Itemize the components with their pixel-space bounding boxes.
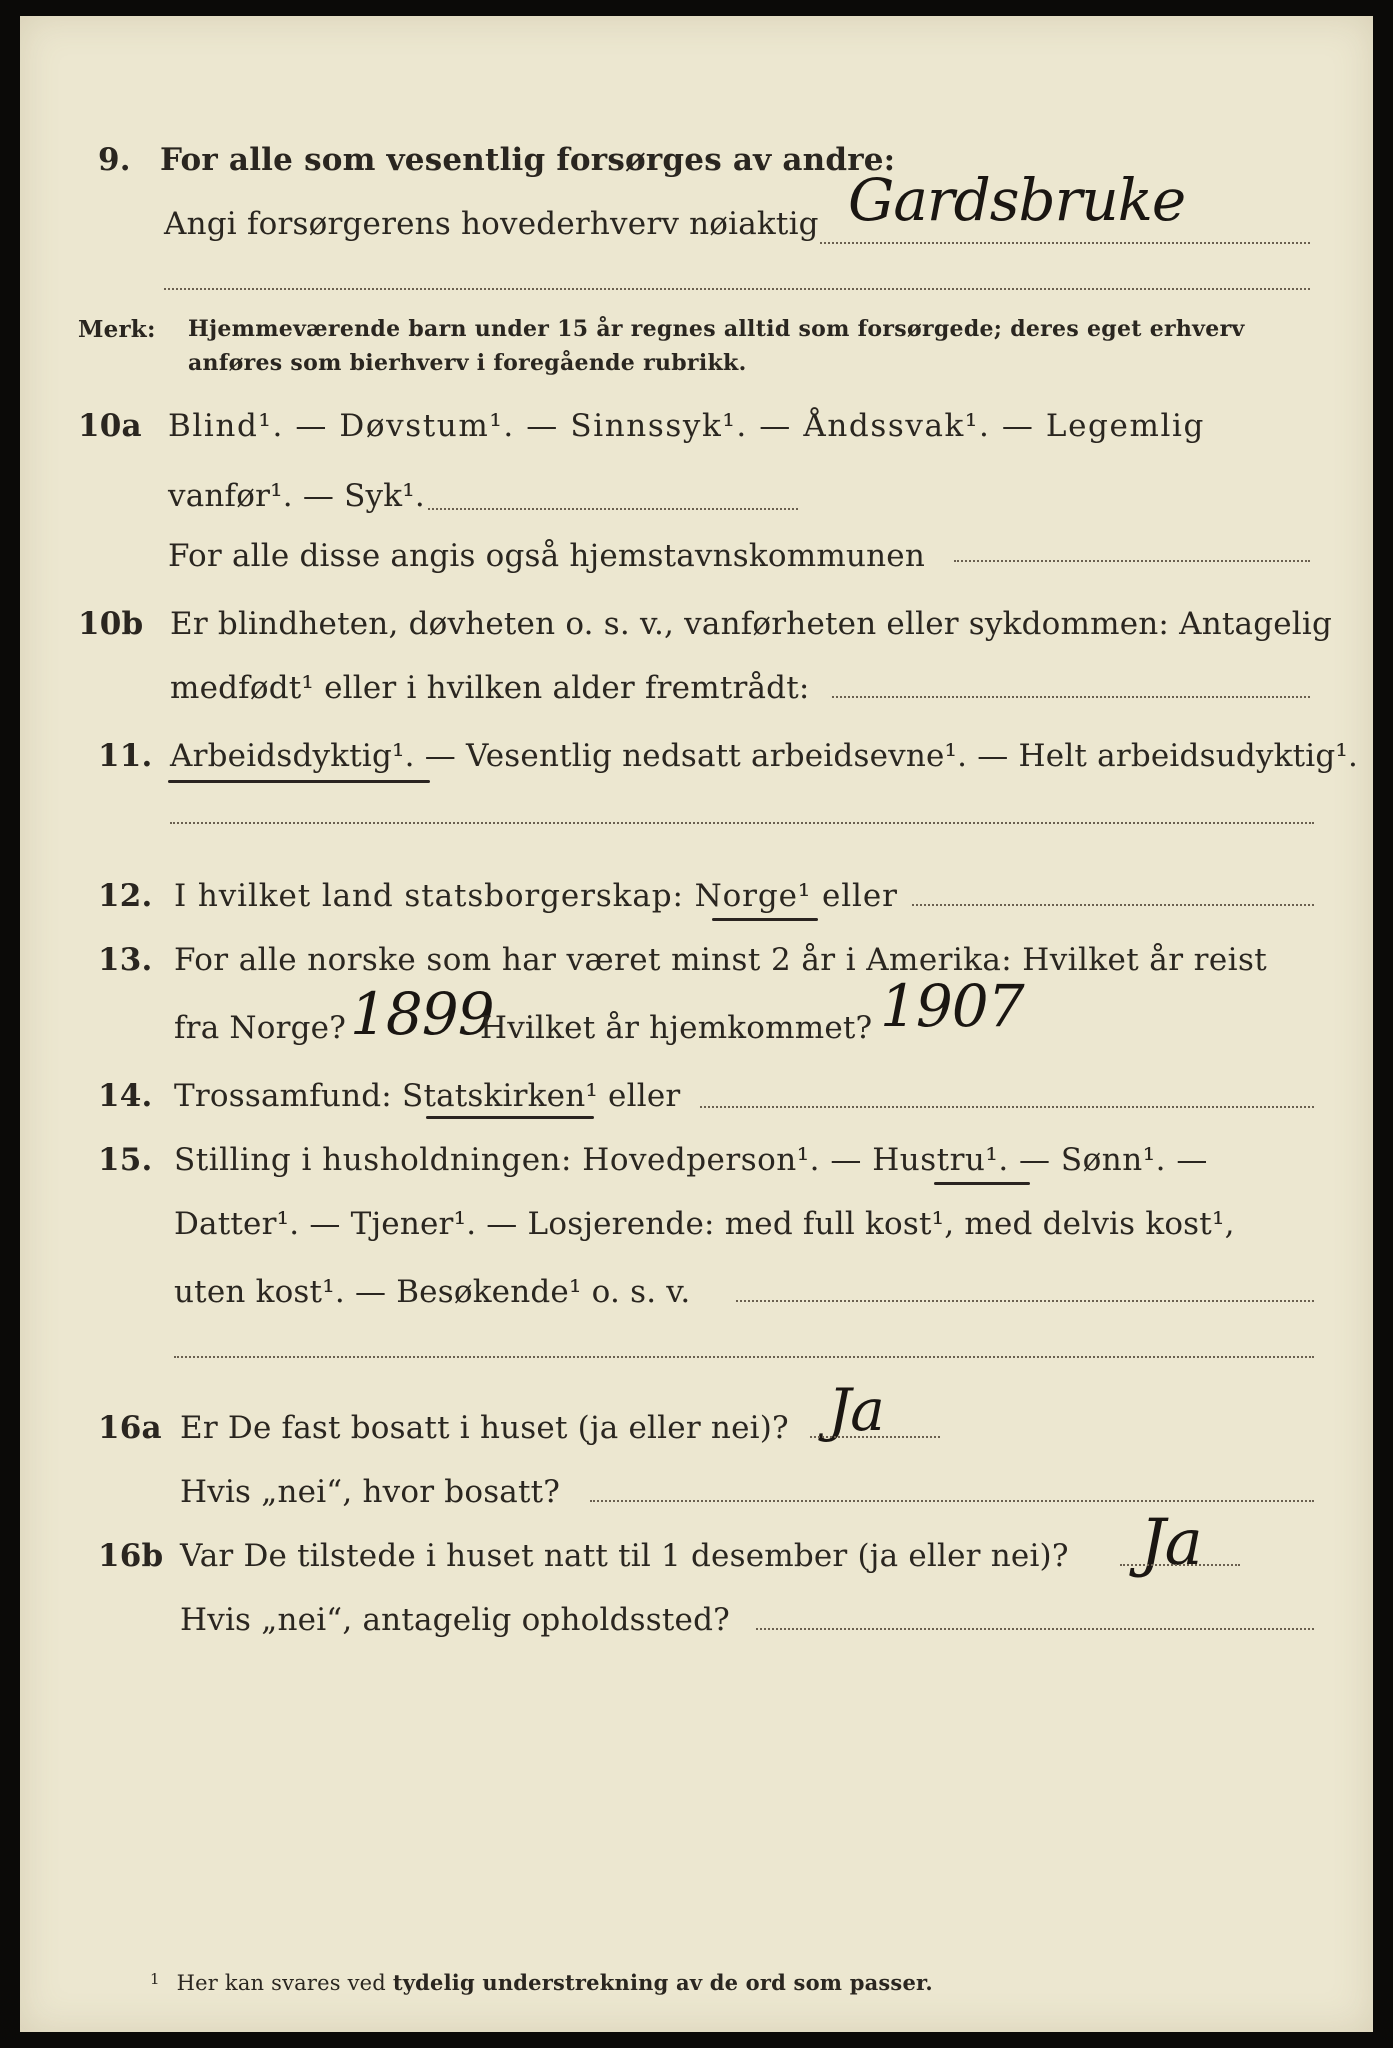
q16b-number: 16b [98, 1538, 164, 1574]
q16a-answer-handwritten: Ja [828, 1376, 884, 1444]
footnote-text-plain: Her kan svares ved [176, 1971, 386, 1995]
q9-line1: For alle som vesentlig forsørges av andre: [160, 142, 896, 178]
q13-answer-left-handwritten: 1899 [350, 980, 494, 1048]
q12-underline-norge [712, 918, 818, 921]
q13-line1: For alle norske som har været minst 2 år i Amerika: Hvilket år reist [174, 942, 1268, 978]
q16b-opholdssted-line [756, 1628, 1314, 1630]
q12-answer-line [912, 904, 1314, 906]
merk-line2: anføres som bierhverv i foregående rubrikk. [188, 350, 747, 376]
q10a-number: 10a [78, 408, 142, 444]
q16a-bosatt-line [590, 1500, 1314, 1502]
q10a-line3: For alle disse angis også hjemstavnskommunen [168, 538, 925, 574]
q13-answer-return-handwritten: 1907 [880, 972, 1024, 1040]
q9-line2: Angi forsørgerens hovederhverv nøiaktig [164, 206, 819, 242]
q11-line1: Arbeidsdyktig¹. — Vesentlig nedsatt arbeidsevne¹. — Helt arbeidsudyktig¹. [170, 738, 1359, 774]
q11-number: 11. [98, 738, 153, 774]
q10b-line1: Er blindheten, døvheten o. s. v., vanførheten eller sykdommen: Antagelig [170, 606, 1333, 642]
footnote [150, 1970, 933, 1995]
q9-number: 9. [98, 142, 131, 178]
q11-underline-arbeidsdyktig [168, 780, 430, 783]
q16b-line2: Hvis „nei“, antagelig opholdssted? [180, 1602, 730, 1638]
q16b-line1: Var De tilstede i huset natt til 1 desember (ja eller nei)? [180, 1538, 1069, 1574]
q15-underline-hustru [934, 1182, 1030, 1185]
q15-number: 15. [98, 1142, 153, 1178]
q10b-answer-line [832, 696, 1310, 698]
q14-underline-statskirken [426, 1116, 594, 1119]
q9-extra-line [164, 288, 1310, 290]
q10a-answer-line [428, 508, 798, 510]
q15-line2: Datter¹. — Tjener¹. — Losjerende: med full kost¹, med delvis kost¹, [174, 1206, 1235, 1242]
q10a-line1: Blind¹. — Døvstum¹. — Sinnssyk¹. — Åndssvak¹. — Legemlig [168, 408, 1205, 444]
q16a-line2: Hvis „nei“, hvor bosatt? [180, 1474, 561, 1510]
q15-extra-line [174, 1356, 1314, 1358]
q12-line1: I hvilket land statsborgerskap: Norge¹ eller [174, 878, 898, 914]
q11-extra-line [170, 822, 1314, 824]
footnote-text-bold: tydelig understrekning av de ord som passer. [392, 1970, 933, 1995]
census-form-page [20, 16, 1373, 2032]
q14-answer-line [700, 1106, 1314, 1108]
merk-line1: Hjemmeværende barn under 15 år regnes alltid som forsørgede; deres eget erhverv [188, 316, 1245, 342]
q16b-answer-handwritten: Ja [1140, 1506, 1202, 1580]
q14-line1: Trossamfund: Statskirken¹ eller [174, 1078, 681, 1114]
q15-line1: Stilling i husholdningen: Hovedperson¹. — Hustru¹. — Sønn¹. — [174, 1142, 1208, 1178]
q10b-number: 10b [78, 606, 144, 642]
q16a-number: 16a [98, 1410, 162, 1446]
q13-number: 13. [98, 942, 153, 978]
q12-number: 12. [98, 878, 153, 914]
q13-line2a: fra Norge? [174, 1010, 347, 1046]
q15-line3: uten kost¹. — Besøkende¹ o. s. v. [174, 1274, 691, 1310]
q16a-answer-line [810, 1436, 940, 1438]
footnote-mark: 1 [150, 1970, 160, 1988]
q10b-line2: medfødt¹ eller i hvilken alder fremtrådt: [170, 670, 810, 706]
q13-line2b: Hvilket år hjemkommet? [480, 1010, 873, 1046]
q10a-hjemstavn-line [954, 560, 1310, 562]
q10a-line2: vanfør¹. — Syk¹. [168, 478, 425, 514]
q15-answer-line [736, 1300, 1314, 1302]
q14-number: 14. [98, 1078, 153, 1114]
q9-answer-handwritten: Gardsbruke [848, 166, 1186, 234]
q16a-line1: Er De fast bosatt i huset (ja eller nei)? [180, 1410, 789, 1446]
q16b-answer-line [1120, 1564, 1240, 1566]
merk-label: Merk: [78, 316, 156, 343]
q9-answer-line [820, 242, 1310, 244]
